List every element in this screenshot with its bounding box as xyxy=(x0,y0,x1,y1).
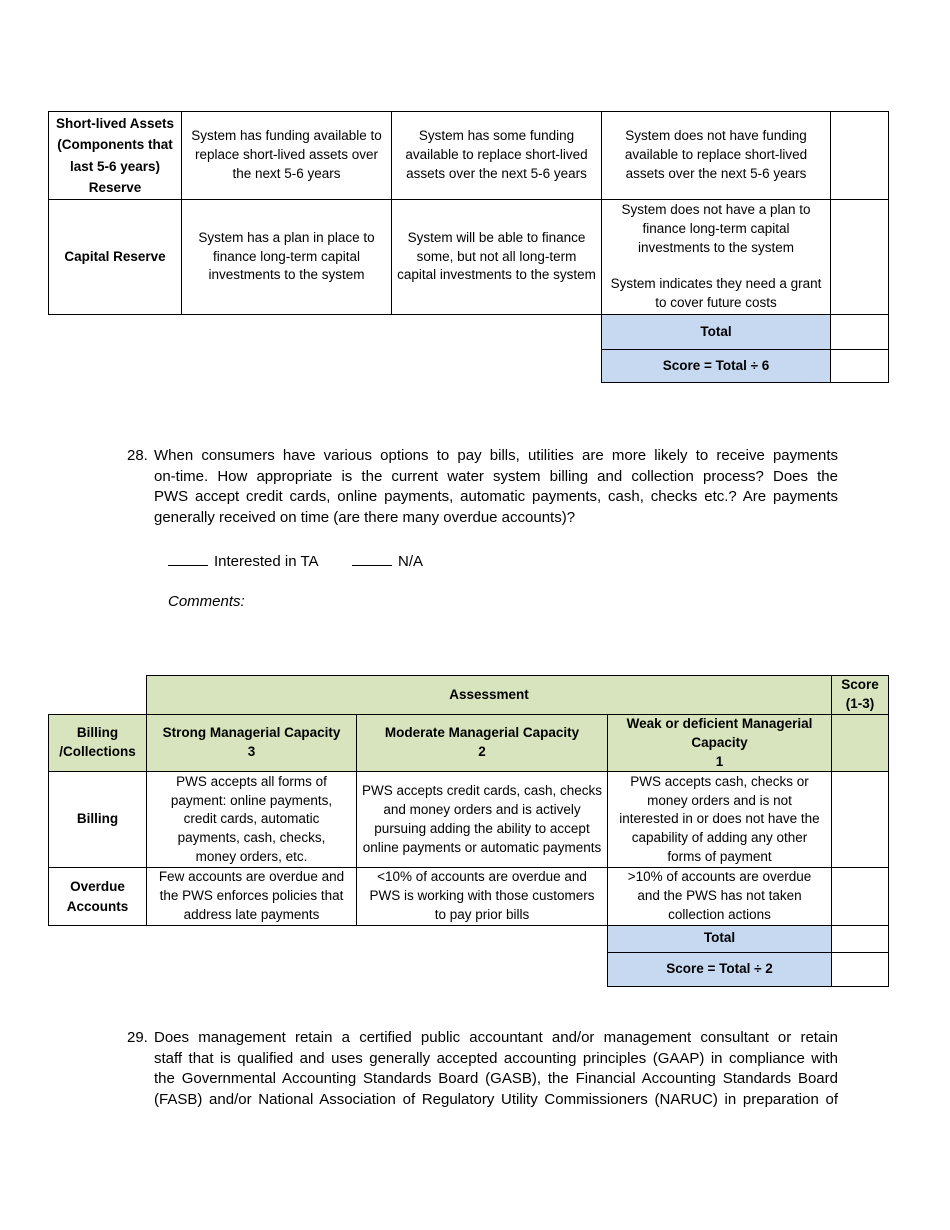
score-cell[interactable] xyxy=(831,112,889,200)
row-label: Billing xyxy=(49,772,147,868)
total-value-cell[interactable] xyxy=(832,925,889,952)
weak-header xyxy=(608,715,832,772)
strong-header-label: Strong Managerial Capacity xyxy=(162,725,341,741)
score-value-cell[interactable] xyxy=(831,350,889,383)
moderate-header-value: 2 xyxy=(478,744,486,760)
table-row xyxy=(49,112,889,200)
score-cell[interactable] xyxy=(832,868,889,925)
total-value-cell[interactable] xyxy=(831,315,889,350)
question-line: Does management retain a certified public accountant and/or management consultant or retain xyxy=(154,1029,838,1046)
score-cell[interactable] xyxy=(832,772,889,868)
question-line: PWS accept credit cards, online payments, automatic payments, cash, checks etc.? Are payments xyxy=(154,488,838,506)
total-row xyxy=(49,925,889,952)
question-text xyxy=(154,446,838,528)
score-header-blank xyxy=(832,715,889,772)
strong-criteria-cell: PWS accepts all forms of payment: online payments, credit cards, automatic payments, cash, checks, money orders, etc. xyxy=(147,772,357,868)
strong-criteria-cell: System has a plan in place to finance long-term capital investments to the system xyxy=(182,200,392,315)
strong-header-value: 3 xyxy=(247,744,256,760)
score-formula-label: Score = Total ÷ 2 xyxy=(608,952,832,986)
ta-option-label: Interested in TA xyxy=(214,553,319,570)
total-row xyxy=(49,315,889,350)
row-label: Capital Reserve xyxy=(49,200,182,315)
subheader-row xyxy=(49,715,889,772)
row-label: Overdue Accounts xyxy=(49,868,147,925)
moderate-criteria-cell: System has some funding available to replace short-lived assets over the next 5-6 years xyxy=(392,112,602,200)
weak-criteria-cell: System does not have funding available to replace short-lived assets over the next 5-6 years xyxy=(602,112,831,200)
weak-header-label: Weak or deficient Managerial Capacity xyxy=(626,716,813,750)
ta-option xyxy=(168,551,319,570)
table-row xyxy=(49,868,889,925)
comments-label: Comments: xyxy=(168,593,245,610)
weak-header-value: 1 xyxy=(715,753,724,769)
reserve-assessment-table xyxy=(48,111,889,383)
billing-assessment-table xyxy=(48,675,889,987)
score-row xyxy=(49,952,889,986)
question-text xyxy=(154,1028,838,1110)
category-header: Billing /Collections xyxy=(49,715,147,772)
question-line: on-time. How appropriate is the current water system billing and collection process? Does the xyxy=(154,467,838,485)
weak-criteria-cell: PWS accepts cash, checks or money orders and is not interested in or does not have the capability of adding any other forms of payment xyxy=(608,772,832,868)
na-option-label: N/A xyxy=(398,553,424,570)
table-row xyxy=(49,772,889,868)
moderate-header xyxy=(357,715,608,772)
row-label: Short-lived Assets (Components that last 5-6 years) Reserve xyxy=(49,112,182,200)
question-line: generally received on time (are there many overdue accounts)? xyxy=(154,508,576,526)
ta-answer-blank[interactable] xyxy=(168,551,208,566)
strong-criteria-cell: System has funding available to replace short-lived assets over the next 5-6 years xyxy=(182,112,392,200)
weak-criteria-line: System does not have a plan to finance long-term capital investments to the system xyxy=(621,202,811,255)
question-line: staff that is qualified and uses generally accepted accounting principles (GAAP) in compliance with xyxy=(154,1049,838,1067)
total-label: Total xyxy=(608,925,832,952)
moderate-header-label: Moderate Managerial Capacity xyxy=(384,725,580,741)
score-header: Score (1-3) xyxy=(832,676,889,715)
moderate-criteria-cell: <10% of accounts are overdue and PWS is working with those customers to pay prior bills xyxy=(357,868,608,925)
question-line: (FASB) and/or National Association of Regulatory Utility Commissioners (NARUC) in preparation of xyxy=(154,1090,838,1108)
total-label: Total xyxy=(602,315,831,350)
strong-header xyxy=(147,715,357,772)
moderate-criteria-cell: PWS accepts credit cards, cash, checks and money orders and is actively pursuing adding the ability to accept online payments or automatic payments xyxy=(357,772,608,868)
table-row xyxy=(49,200,889,315)
na-answer-blank[interactable] xyxy=(352,551,392,566)
score-value-cell[interactable] xyxy=(832,952,889,986)
weak-criteria-line: System indicates they need a grant to cover future costs xyxy=(610,276,822,311)
score-formula-label: Score = Total ÷ 6 xyxy=(602,350,831,383)
strong-criteria-cell: Few accounts are overdue and the PWS enforces policies that address late payments xyxy=(147,868,357,925)
weak-criteria-cell xyxy=(602,200,831,315)
score-row xyxy=(49,350,889,383)
moderate-criteria-cell: System will be able to finance some, but not all long-term capital investments to the system xyxy=(392,200,602,315)
question-number: 29. xyxy=(127,1029,148,1046)
question-number: 28. xyxy=(127,447,148,464)
na-option xyxy=(352,551,423,570)
header-row xyxy=(49,676,889,715)
score-cell[interactable] xyxy=(831,200,889,315)
question-line: When consumers have various options to pay bills, utilities are more likely to receive payments xyxy=(154,447,838,464)
weak-criteria-cell: >10% of accounts are overdue and the PWS has not taken collection actions xyxy=(608,868,832,925)
question-line: the Governmental Accounting Standards Board (GASB), the Financial Accounting Standards Board xyxy=(154,1070,838,1088)
assessment-header: Assessment xyxy=(147,676,832,715)
